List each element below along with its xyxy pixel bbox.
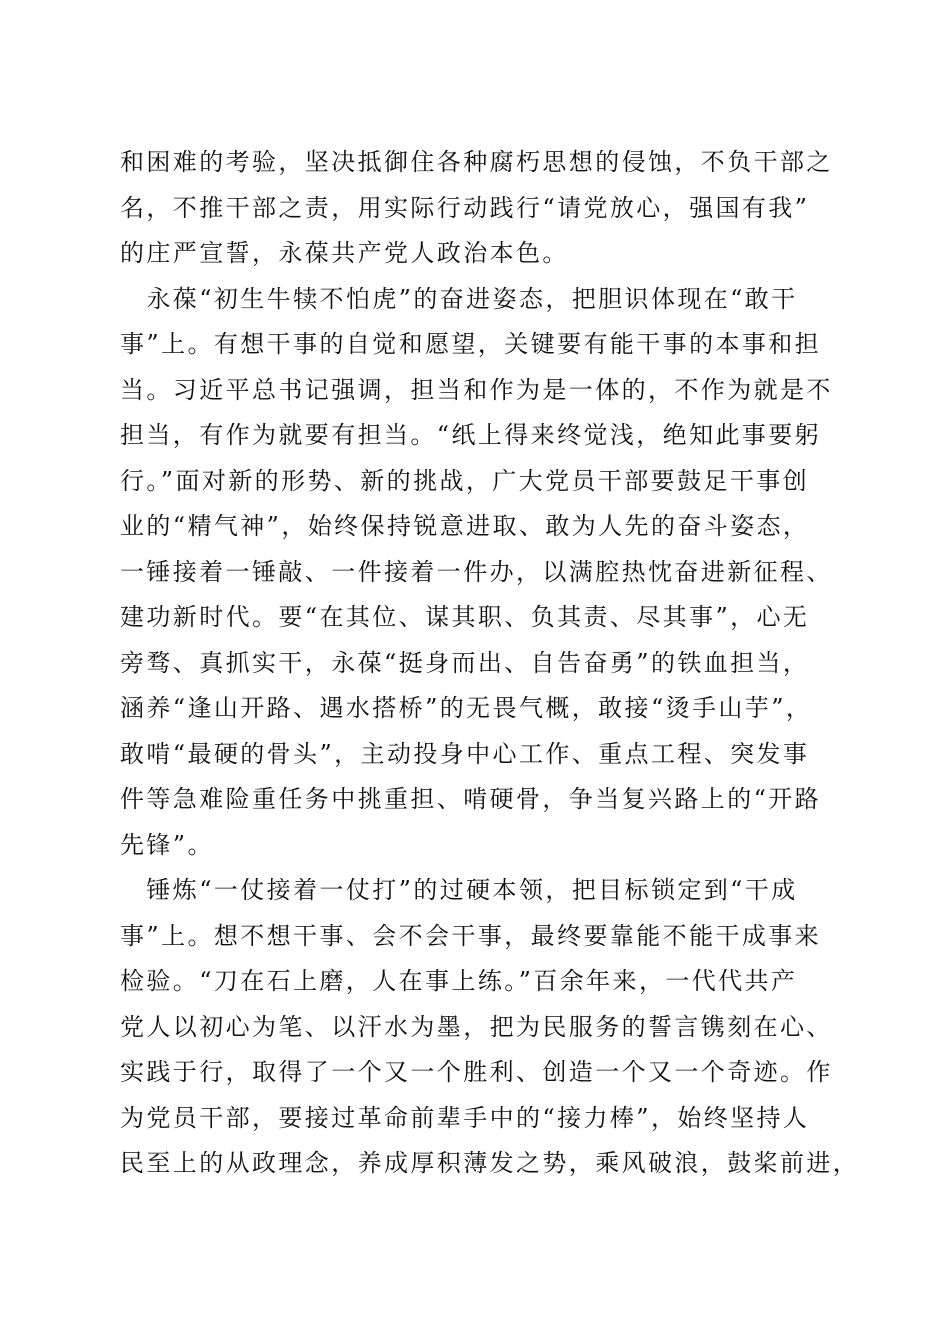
text-line: 为党员干部，要接过革命前辈手中的“接力棒”，始终坚持人	[120, 1103, 810, 1132]
paragraph	[120, 277, 832, 869]
text-line: 检验。“刀在石上磨，人在事上练。”百余年来，一代代共产	[120, 967, 798, 995]
paragraph	[120, 868, 860, 1187]
text-line: 永葆“初生牛犊不怕虎”的奋进姿态，把胆识体现在“敢干	[120, 284, 798, 313]
text-line: 行。”面对新的形势、新的挑战，广大党员干部要鼓足干事创	[120, 466, 810, 495]
text-line: 的庄严宣誓，永葆共产党人政治本色。	[120, 239, 569, 267]
text-line: 一锤接着一锤敲、一件接着一件办，以满腔热忱奋进新征程、	[120, 557, 833, 586]
text-line: 和困难的考验，坚决抵御住各种腐朽思想的侵蚀，不负干部之	[120, 148, 833, 176]
text-line: 敢啃“最硬的骨头”，主动投身中心工作、重点工程、突发事	[120, 739, 810, 768]
text-line: 业的“精气神”，始终保持锐意进取、敢为人先的奋斗姿态，	[120, 512, 810, 540]
text-line: 涵养“逢山开路、遇水搭桥”的无畏气概，敢接“烫手山芋”，	[120, 694, 813, 722]
text-line: 名，不推干部之责，用实际行动践行“请党放心，强国有我”	[120, 193, 810, 222]
text-line: 旁骛、真抓实干，永葆“挺身而出、自告奋勇”的铁血担当，	[120, 648, 810, 677]
text-line: 实践于行，取得了一个又一个胜利、创造一个又一个奇迹。作	[120, 1058, 833, 1086]
text-line: 事”上。有想干事的自觉和愿望，关键要有能干事的本事和担	[120, 330, 822, 358]
text-line: 先锋”。	[120, 830, 214, 859]
text-line: 党人以初心为笔、以汗水为墨，把为民服务的誓言镌刻在心、	[120, 1012, 833, 1041]
text-line: 建功新时代。要“在其位、谋其职、负其责、尽其事”，心无	[120, 603, 810, 631]
text-line: 事”上。想不想干事、会不会干事，最终要靠能不能干成事来	[120, 921, 822, 950]
text-line: 件等急难险重任务中挑重担、啃硬骨，争当复兴路上的“开路	[120, 785, 822, 813]
text-line: 担当，有作为就要有担当。“纸上得来终觉浅，绝知此事要躬	[120, 421, 822, 449]
text-line: 锤炼“一仗接着一仗打”的过硬本领，把目标锁定到“干成	[120, 876, 798, 904]
text-line: 民至上的从政理念，养成厚积薄发之势，乘风破浪，鼓桨前进，	[120, 1149, 860, 1177]
paragraph	[120, 140, 832, 277]
text-line: 当。习近平总书记强调，担当和作为是一体的，不作为就是不	[120, 375, 833, 404]
document-body	[120, 140, 860, 1187]
